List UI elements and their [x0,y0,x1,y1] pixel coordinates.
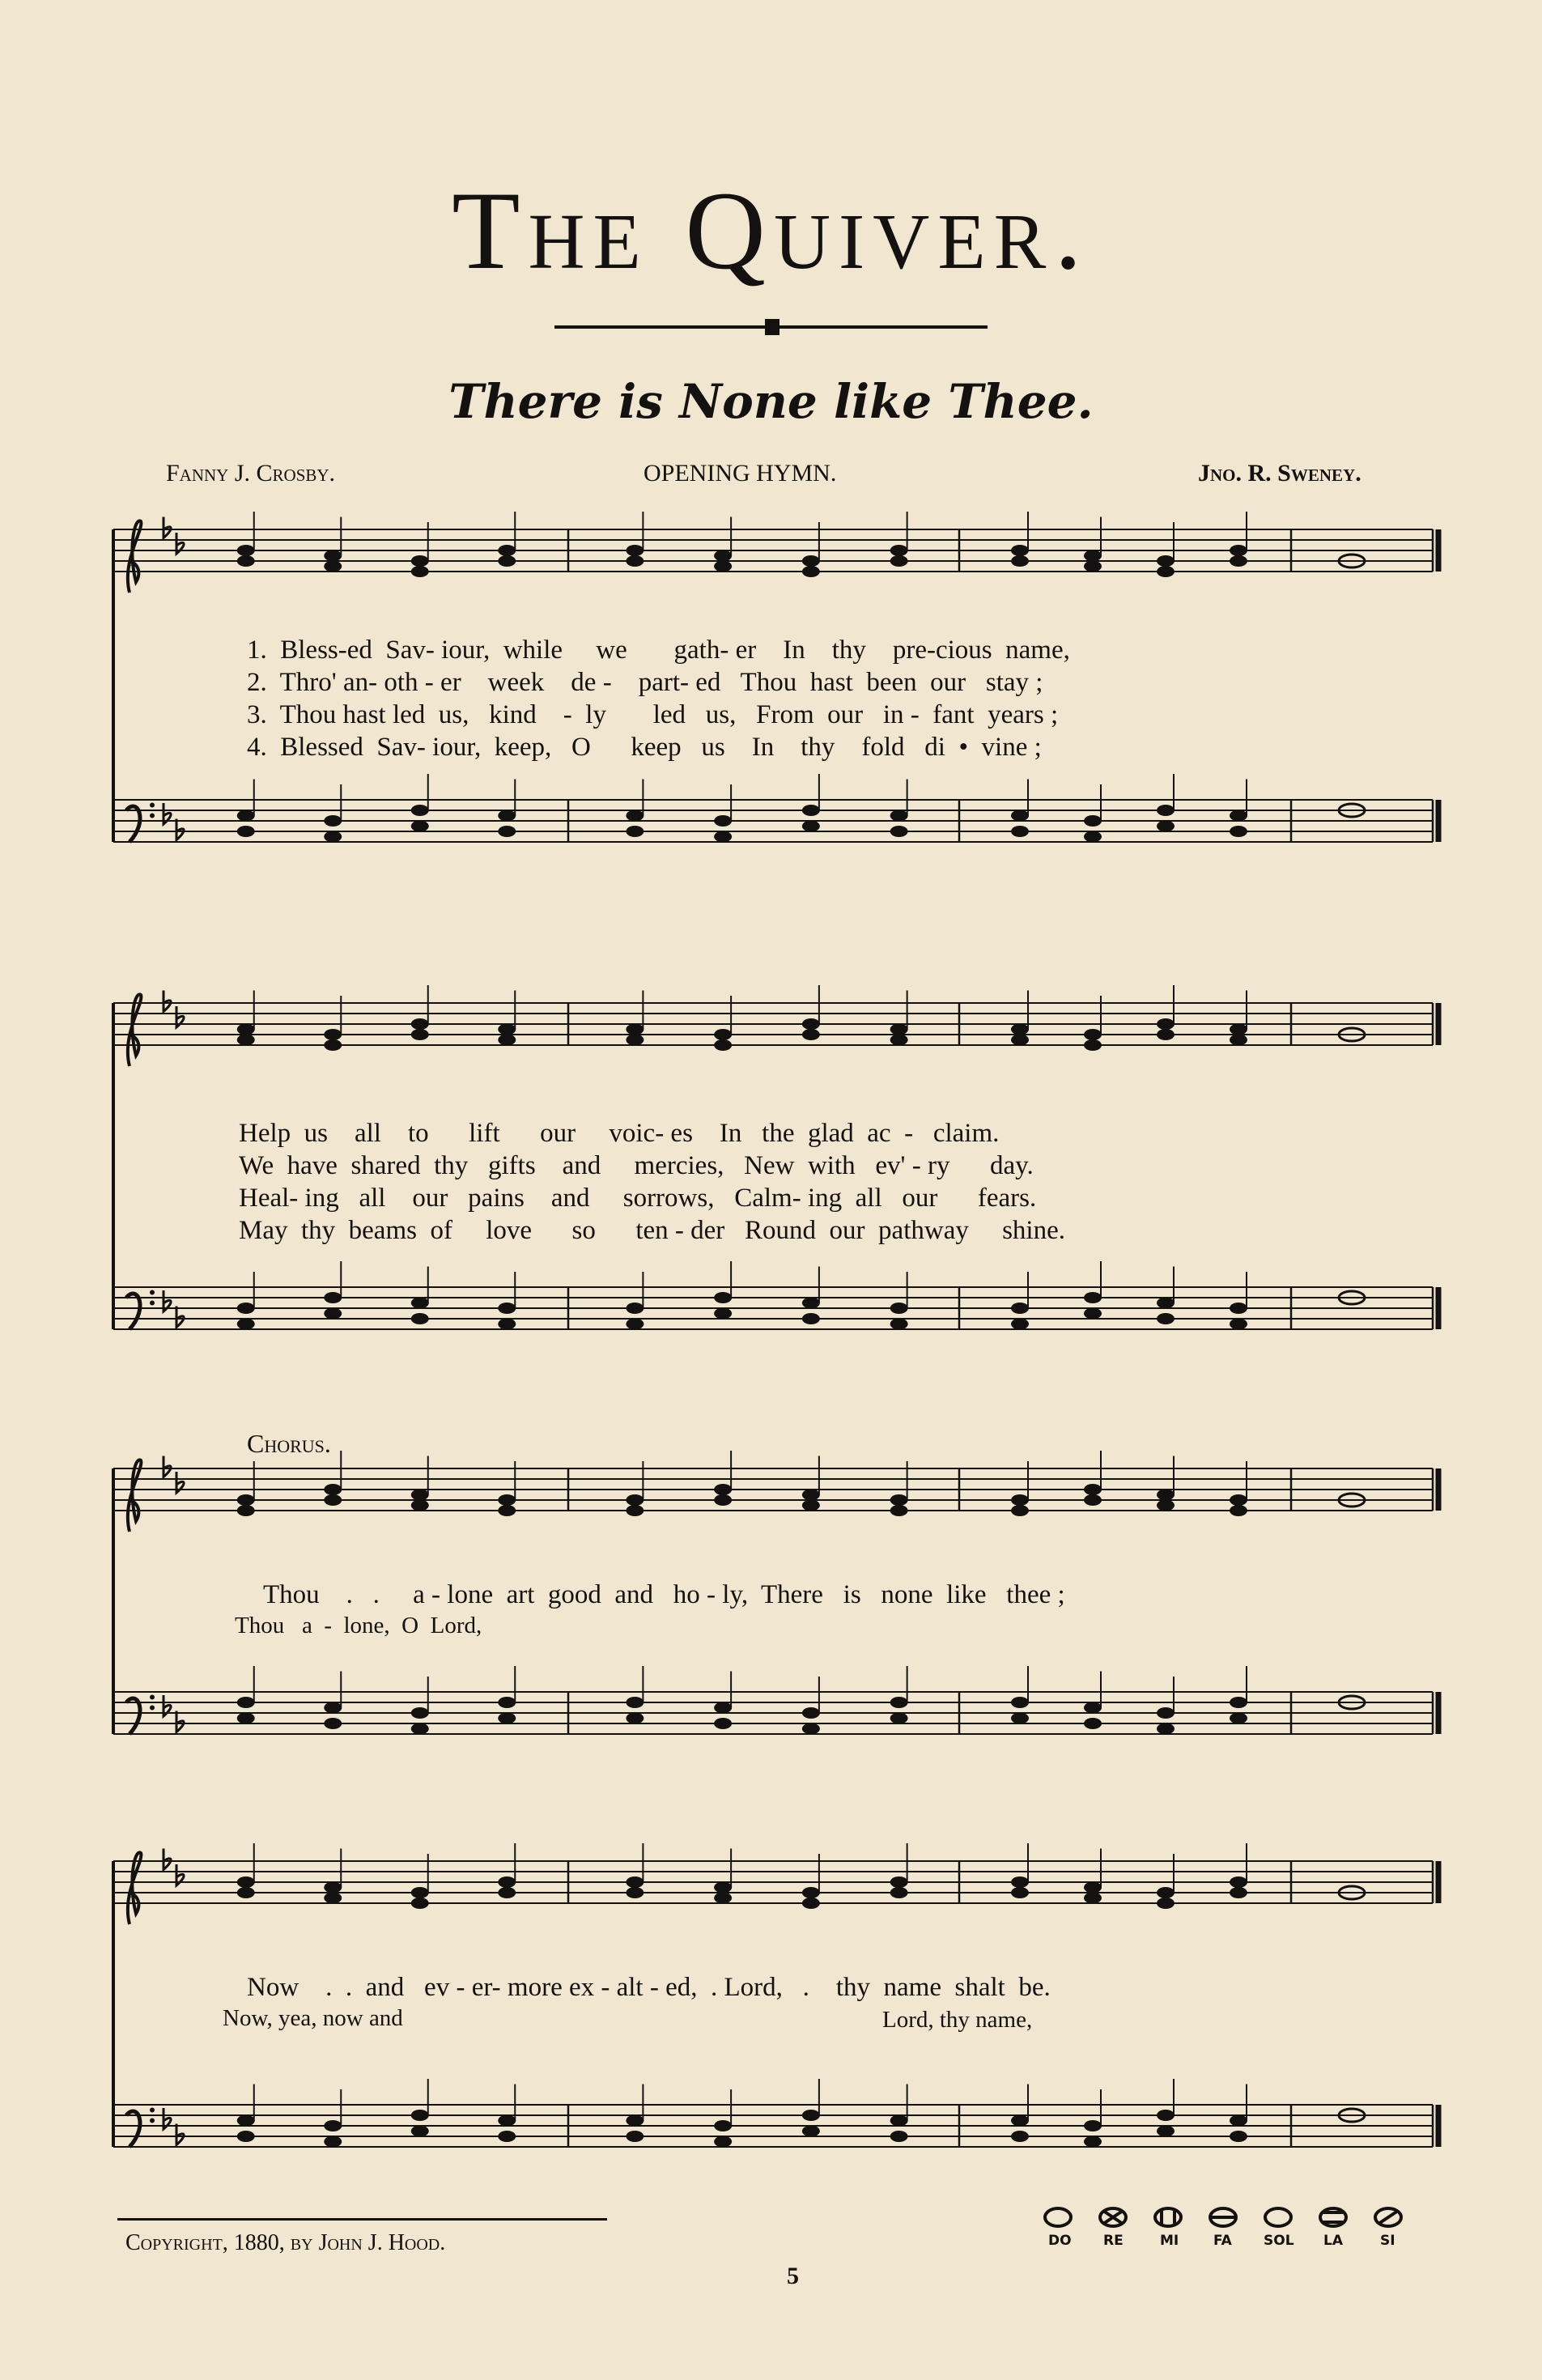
title-rule-ornament [765,319,779,335]
verse-3-line-2: Heal- ing all our pains and sorrows, Calm- ing all our fears. [239,1184,1037,1213]
chorus-line-2-bass-2: Lord, thy name, [882,2007,1033,2033]
page-title: The Quiver. [452,168,1090,292]
chorus-line-1: Thou . . a - lone art good and ho - ly, There is none like thee ; [263,1580,1065,1609]
solfege-do: DO [1048,2233,1072,2249]
chorus-label: Chorus. [247,1429,331,1458]
chorus-line-2-bass: Now, yea, now and [223,2005,403,2031]
verse-2-line-1: 2. Thro' an- oth - er week de - part- ed Thou hast been our stay ; [247,668,1043,697]
music-system-3 [113,1457,1445,1781]
solfege-fa: FA [1213,2233,1232,2249]
composer-credit: Jno. R. Sweney. [1198,460,1361,487]
verse-1-line-1: 1. Bless-ed Sav- iour, while we gath- er In thy pre-cious name, [247,635,1070,665]
chorus-line-2: Now . . and ev - er- more ex - alt - ed, . Lord, . thy name shalt be. [247,1973,1051,2002]
solfege-si: SI [1380,2233,1395,2249]
music-system-1 [113,518,1445,890]
solfege-sol: SOL [1264,2233,1294,2249]
verse-3-line-1: 3. Thou hast led us, kind - ly led us, From our in - fant years ; [247,700,1059,729]
hymn-label: OPENING HYMN. [644,460,837,487]
solfege-la: LA [1323,2233,1343,2249]
verse-2-line-2: We have shared thy gifts and mercies, New with ev' - ry day. [239,1151,1034,1180]
copyright-notice: Copyright, 1880, by John J. Hood. [125,2230,446,2255]
verse-1-line-2: Help us all to lift our voic- es In the glad ac - claim. [239,1119,1000,1148]
shape-note-icons [1040,2204,1429,2231]
hymn-title: There is None like Thee. [448,374,1094,429]
chorus-line-1-bass: Thou a - lone, O Lord, [235,1613,482,1638]
music-system-4 [113,1850,1445,2198]
verse-4-line-1: 4. Blessed Sav- iour, keep, O keep us In thy fold di • vine ; [247,733,1042,762]
solfege-mi: MI [1160,2233,1179,2249]
copyright-rule [117,2218,607,2221]
page-number: 5 [787,2263,799,2289]
verse-4-line-2: May thy beams of love so ten - der Round our pathway shine. [239,1216,1066,1245]
music-system-2 [113,992,1445,1380]
lyricist-credit: Fanny J. Crosby. [166,460,336,487]
solfege-re: RE [1103,2233,1124,2249]
